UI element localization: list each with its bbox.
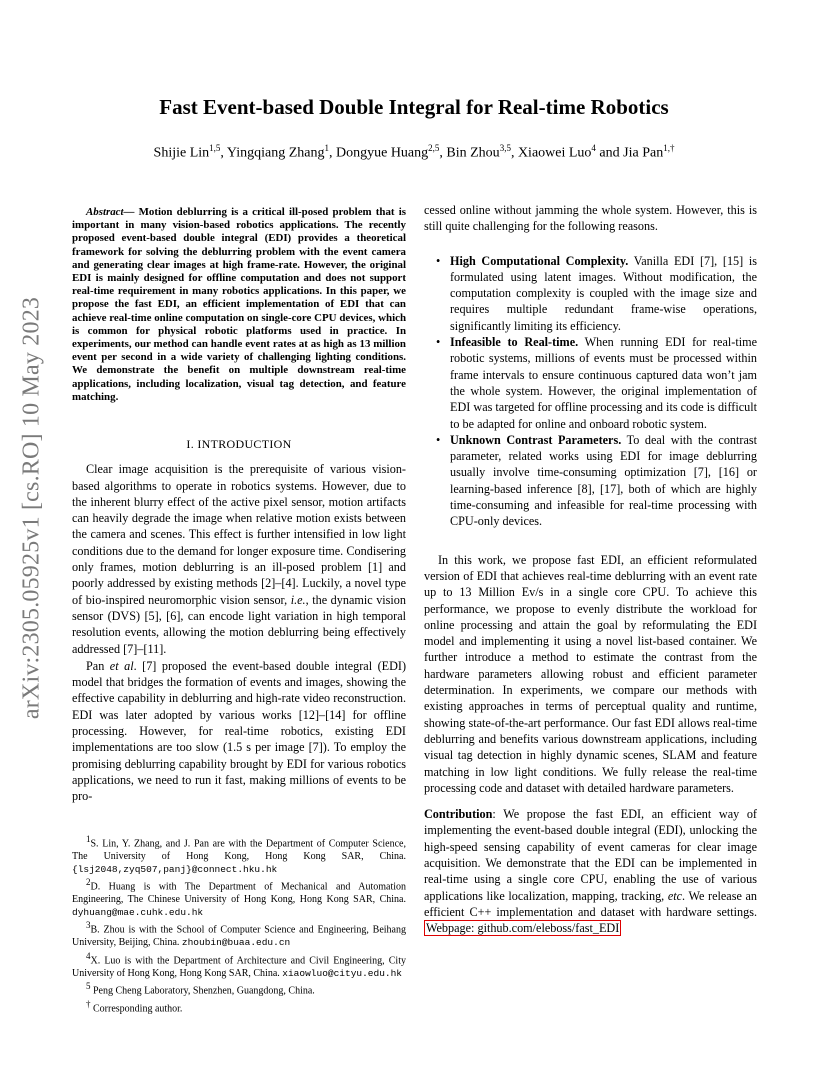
contribution-paragraph: Contribution: We propose the fast EDI, an efficient way of implementing the event-based double integral (EDI), unlocking the high-speed sensing capability of event cameras for clear image acquisition. We demonstrate that the EDI can be implemented in real-time using a single core CPU, enabling the use of various applications like localization, mapping, tracking, etc. We release an efficient C++ implementation and dataset with hardware settings. Webpage: github.com/eleboss/fast_EDI xyxy=(424,807,757,936)
contribution-overview-paragraph: In this work, we propose fast EDI, an efficient reformulated version of EDI that achieves real-time deblurring with an event rate up to 13 Million Ev/s in a single core CPU. To achieve this performance, we propose to evenly distribute the workload for online processing and attain the goal by reformulating the EDI model and implementing it using a novel list-based container. We further introduce a method to estimate the contrast from the hardware parameters allowing robust and efficient parameter determination. In experiments, we compare our methods with existing approaches in terms of perceptual quality and runtime, showing state-of-the-art performance. Our fast EDI allows real-time deblurring and benefits various downstream applications, including visual tag detection in highly dynamic scenes, SLAM and feature matching in low light conditions. We fully release the real-time processing code and dataset with detailed hardware parameters. xyxy=(424,552,757,795)
affiliation-marker: 2,5 xyxy=(428,143,440,153)
webpage-link[interactable]: Webpage: github.com/eleboss/fast_EDI xyxy=(426,921,620,936)
author-list xyxy=(0,143,828,162)
bullet-icon: • xyxy=(436,432,441,447)
list-item: • Infeasible to Real-time. When running EDI for real-time robotic systems, millions of events must be processed within frame intervals to ensure continuous captured data won’t jam the whole system. However, the original implementation of EDI was targeted for offline processing and its code is difficult to be adapted for online and onboard robotic system. xyxy=(436,335,757,431)
affiliation-marker: 4 xyxy=(591,143,596,153)
affiliation-marker: 1,† xyxy=(663,143,675,153)
intro-paragraph-2: Pan et al. [7] proposed the event-based double integral (EDI) model that bridges the formation of events and images, showing the effective capability in deblurring and high-rate video reconstruction. EDI was later adopted by various works [12]–[14] for offline processing. However, for real-time robotics, existing EDI implementations are too slow (1.5 s per image [7]). To employ the promising deblurring capability brought by EDI for various robotics applications, we need to run it fast, making millions of events to be pro- xyxy=(72,658,407,804)
list-item: • Unknown Contrast Parameters. To deal with the contrast parameter, related works using EDI for image deblurring usually involve time-consuming optimization [7], [16] or learning-based inference [8], [17], both of which are highly time-consuming and infeasible for real-time processing with CPU-only devices. xyxy=(436,432,757,529)
abstract xyxy=(72,206,406,404)
footnote-2: $^2$D. Huang is with The Department of Mechanical and Automation Engineering, The Chinese University of Hong Kong, Hong Kong SAR, China. dyhuang@mae.cuhk.edu.hk xyxy=(72,877,406,918)
author-name: , Yingqiang Zhang xyxy=(220,145,325,161)
email: zhoubin@buaa.edu.cn xyxy=(181,937,291,949)
footnote-4: $^4$X. Luo is with the Department of Architecture and Civil Engineering, City University of Hong Kong, Hong Kong SAR, China. xiaowluo@cityu.edu.hk xyxy=(72,950,406,979)
bullet-icon: • xyxy=(436,335,441,350)
author-name: , Dongyue Huang xyxy=(329,145,429,161)
list-item: • High Computational Complexity. Vanilla EDI [7], [15] is formulated using latent images. Without modification, the computation complexity is coupled with the image size and requires multiple redundant frame-wise operations, significantly limiting its efficiency. xyxy=(436,253,758,333)
email: xiaowluo@cityu.edu.hk xyxy=(282,967,403,979)
footnote-3: $^3$B. Zhou is with the School of Computer Science and Engineering, Beihang University, Beijing, China. zhoubin@buaa.edu.cn xyxy=(72,920,406,949)
author-name: , Xiaowei Luo xyxy=(510,145,592,161)
left-column-intro xyxy=(72,436,406,805)
affiliation-marker: 1,5 xyxy=(209,143,221,153)
section-heading: I. INTRODUCTION xyxy=(186,437,292,451)
author-name: , Bin Zhou xyxy=(439,145,500,161)
arxiv-identifier: arXiv:2305.05925v1 [cs.RO] 10 May 2023 xyxy=(18,296,45,720)
author-name: Shijie Lin xyxy=(153,145,210,161)
affiliation-marker: 1 xyxy=(324,143,329,153)
right-column xyxy=(424,202,757,936)
email: {lsj2048,zyq507,panj}@connect.hku.hk xyxy=(72,863,278,875)
intro-paragraph-1: Clear image acquisition is the prerequisite of various vision-based algorithms to operate in robotics systems. However, due to the inherent blurry effect of the active pixel sensor, motion artifacts can heavily degrade the image when relative motion exists between the camera and scenes. This effect is further intensified in low light conditions due to the demand for longer exposure time. Condisering only frames, motion deblurring is an ill-posed problem [1] and poorly addressed by existing methods [2]–[4]. Luckily, a novel type of bio-inspired neuromorphic vision sensor, i.e., the dynamic vision sensor (DVS) [5], [6], can encode light variation in high temporal resolution events, allowing the motion deblurring being effectively addressed [7]–[11]. xyxy=(72,462,406,656)
footnote-1: $^1$S. Lin, Y. Zhang, and J. Pan are with the Department of Computer Science, The University of Hong Kong, Hong Kong SAR, China. {lsj2048,zyq507,panj}@connect.hku.hk xyxy=(72,834,406,875)
challenge-list xyxy=(424,253,757,530)
author-name: and Jia Pan xyxy=(595,145,664,161)
contribution-label: Contribution xyxy=(424,807,493,822)
email: dyhuang@mae.cuhk.edu.hk xyxy=(72,906,204,918)
footnote-5: $^5$ Peng Cheng Laboratory, Shenzhen, Guangdong, China. xyxy=(86,981,315,997)
abstract-label: Abstract xyxy=(86,206,124,218)
paper-title: Fast Event-based Double Integral for Real-time Robotics xyxy=(159,95,669,119)
abstract-text: — Motion deblurring is a critical ill-posed problem that is important in many vision-based robotics applications. The recently proposed event-based double integral (EDI) provides a theoretical framework for solving the deblurring problem with the event camera and generating clear images at high frame-rate. However, the original EDI is mainly designed for offline computation and does not support real-time requirement in many robotics applications. In this paper, we propose the fast EDI, an efficient implementation of EDI that can achieve real-time online computation on single-core CPU devices, which is common for physical robotic platforms used in practice. In experiments, our method can handle event rates at as high as 13 million event per second in a wide variety of challenging lighting conditions. We demonstrate the benefit on multiple downstream real-time applications, including localization, visual tag detection, and feature matching. xyxy=(72,206,406,403)
footnotes xyxy=(72,833,406,1016)
bullet-icon: • xyxy=(436,253,441,268)
left-column xyxy=(72,206,406,404)
affiliation-marker: 3,5 xyxy=(499,143,511,153)
footnote-6: † Corresponding author. xyxy=(86,999,183,1015)
arxiv-sidebar xyxy=(12,278,52,738)
continuation-paragraph: cessed online without jamming the whole system. However, this is still quite challenging for the following reasons. xyxy=(424,203,757,234)
